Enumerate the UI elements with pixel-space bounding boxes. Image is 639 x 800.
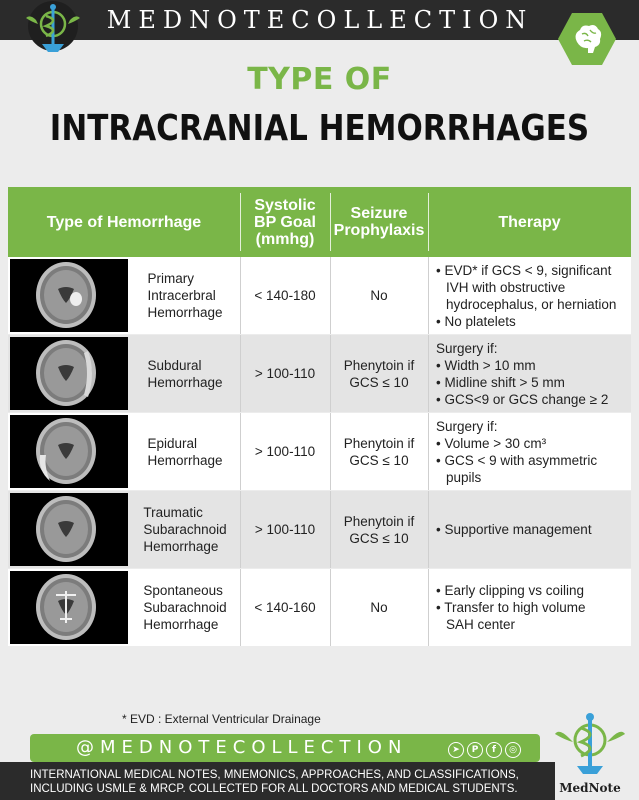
hemorrhage-type — [130, 335, 240, 412]
seizure-prophylaxis — [330, 491, 428, 568]
bp-goal: < 140-180 — [254, 288, 316, 303]
table-row — [8, 569, 631, 646]
therapy-line: • Width > 10 mm — [436, 357, 536, 373]
logo-wordmark: MedNote — [559, 781, 621, 795]
column-divider — [428, 413, 429, 490]
page-title: INTRACRANIAL HEMORRHAGES — [49, 108, 590, 149]
seizure-prophylaxis — [330, 257, 428, 334]
mednote-logo-icon — [555, 708, 625, 800]
brain-scan-icon — [10, 571, 128, 644]
header-seizure-line1: Seizure — [350, 205, 408, 222]
brand-title: MEDNOTECOLLECTION — [106, 6, 534, 34]
table-row — [8, 491, 631, 568]
hemorrhage-type — [130, 491, 240, 568]
table-header — [8, 187, 631, 257]
seizure-prophylaxis — [330, 569, 428, 646]
brain-scan-icon — [10, 415, 128, 488]
instagram-icon[interactable]: ◎ — [505, 742, 521, 758]
column-divider — [428, 257, 429, 334]
hemorrhage-type — [130, 257, 240, 334]
therapy-line: hydrocephalus, or herniation — [446, 296, 617, 312]
therapy-line: • Midline shift > 5 mm — [436, 374, 565, 390]
header-bp-line1: Systolic — [254, 196, 316, 214]
hemorrhage-table — [8, 187, 631, 654]
ct-scan-image — [10, 415, 128, 488]
header-bp — [240, 187, 330, 257]
therapy-line: pupils — [446, 469, 482, 485]
therapy-line: • No platelets — [436, 313, 516, 329]
hemorrhage-type-line: Hemorrhage — [147, 374, 223, 390]
therapy — [428, 491, 631, 568]
header-seizure-line2: Prophylaxis — [333, 222, 425, 239]
seizure-line: GCS ≤ 10 — [349, 374, 409, 390]
tagline-line2: INCLUDING USMLE & MRCP. COLLECTED FOR ALL DOCTORS AND MEDICAL STUDENTS. — [30, 783, 518, 795]
column-divider — [428, 569, 429, 646]
column-divider — [240, 257, 241, 334]
column-divider — [428, 491, 429, 568]
bp-goal: < 140-160 — [254, 600, 316, 615]
therapy-line: • Supportive management — [436, 522, 592, 537]
ct-scan-image — [10, 571, 128, 644]
facebook-icon[interactable]: f — [486, 742, 502, 758]
hemorrhage-type-line: Primary — [147, 271, 194, 286]
hemorrhage-type-line: Hemorrhage — [143, 617, 219, 632]
footer-band — [0, 762, 570, 800]
therapy — [428, 413, 631, 490]
brain-scan-icon — [10, 337, 128, 410]
hemorrhage-type — [130, 413, 240, 490]
seizure-line: Phenytoin if — [343, 435, 415, 451]
hemorrhage-type-line: Subarachnoid — [143, 522, 227, 537]
therapy-line: • GCS < 9 with asymmetric — [436, 452, 598, 468]
bp-goal: > 100-110 — [254, 522, 316, 537]
brain-hexagon-icon — [557, 12, 617, 66]
table-row — [8, 413, 631, 490]
header-type: Type of Hemorrhage — [46, 213, 202, 231]
hemorrhage-type-line: Hemorrhage — [147, 452, 223, 468]
bp-goal: > 100-110 — [254, 444, 316, 459]
brain-scan-icon — [10, 493, 128, 566]
hemorrhage-type-line: Traumatic — [143, 505, 203, 520]
therapy-line: • Volume > 30 cm³ — [436, 435, 547, 451]
therapy-line: Surgery if: — [436, 418, 498, 434]
ct-scan-image — [10, 259, 128, 332]
header-therapy: Therapy — [498, 213, 561, 231]
brain-scan-icon — [10, 259, 128, 332]
bp-goal: > 100-110 — [254, 366, 316, 381]
pinterest-icon[interactable]: P — [467, 742, 483, 758]
therapy-line: • EVD* if GCS < 9, significant — [436, 262, 612, 278]
ct-scan-image — [10, 337, 128, 410]
title-line-1: TYPE OF — [247, 62, 392, 97]
therapy — [428, 257, 631, 334]
column-divider — [330, 335, 331, 412]
seizure-line: No — [370, 600, 388, 615]
table-row — [8, 257, 631, 334]
tagline-line1: INTERNATIONAL MEDICAL NOTES, MNEMONICS, APPROACHES, AND CLASSIFICATIONS, — [30, 769, 519, 781]
therapy — [428, 569, 631, 646]
column-divider — [428, 335, 429, 412]
hemorrhage-type-line: Subdural — [147, 357, 202, 373]
seizure-line: Phenytoin if — [343, 357, 415, 373]
social-handle[interactable]: @MEDNOTECOLLECTION — [76, 737, 408, 758]
table-row — [8, 335, 631, 412]
hemorrhage-type-line: Hemorrhage — [147, 305, 223, 320]
seizure-prophylaxis — [330, 335, 428, 412]
hemorrhage-type — [130, 569, 240, 646]
seizure-line: GCS ≤ 10 — [349, 452, 409, 468]
header-seizure — [330, 187, 428, 257]
seizure-line: Phenytoin if — [343, 513, 415, 529]
top-banner — [0, 0, 639, 40]
seizure-prophylaxis — [330, 413, 428, 490]
column-divider — [330, 413, 331, 490]
column-divider — [330, 569, 331, 646]
seizure-line: No — [370, 288, 388, 303]
footer-tagline — [30, 768, 550, 796]
column-divider — [330, 491, 331, 568]
header-bp-line3: (mmhg) — [255, 230, 315, 248]
therapy-line: • GCS<9 or GCS change ≥ 2 — [436, 391, 609, 407]
therapy — [428, 335, 631, 412]
column-divider — [240, 491, 241, 568]
footnote: * EVD : External Ventricular Drainage — [122, 712, 321, 726]
column-divider — [240, 413, 241, 490]
column-divider — [240, 335, 241, 412]
hemorrhage-type-line: Epidural — [147, 435, 197, 451]
therapy-line: Surgery if: — [436, 340, 498, 356]
hemorrhage-type-line: Hemorrhage — [143, 539, 219, 554]
mednote-logo-icon — [24, 0, 82, 56]
column-divider — [240, 569, 241, 646]
header-bp-line2: BP Goal — [254, 213, 316, 231]
therapy-line: IVH with obstructive — [446, 279, 566, 295]
therapy-line: • Transfer to high volume — [436, 600, 586, 615]
hemorrhage-type-line: Subarachnoid — [143, 600, 227, 615]
seizure-line: GCS ≤ 10 — [349, 530, 409, 546]
column-divider — [330, 257, 331, 334]
hemorrhage-type-line: Intracerbral — [147, 288, 216, 303]
social-icons — [448, 742, 521, 758]
ct-scan-image — [10, 493, 128, 566]
therapy-line: • Early clipping vs coiling — [436, 583, 585, 598]
hemorrhage-type-line: Spontaneous — [143, 583, 223, 598]
therapy-line: SAH center — [446, 617, 516, 632]
telegram-icon[interactable]: ➤ — [448, 742, 464, 758]
